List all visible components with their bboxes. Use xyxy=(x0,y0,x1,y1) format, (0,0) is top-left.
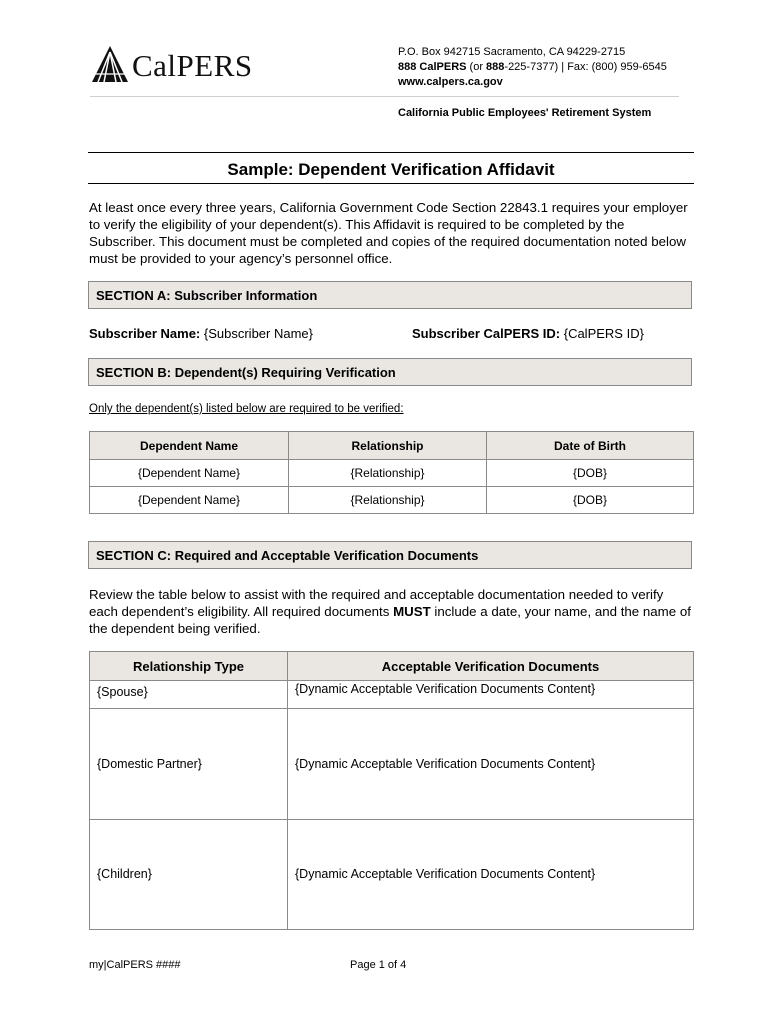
section-c-header: SECTION C: Required and Acceptable Verification Documents xyxy=(88,541,692,569)
header-divider xyxy=(90,96,679,97)
section-b-header: SECTION B: Dependent(s) Requiring Verification xyxy=(88,358,692,386)
table-row xyxy=(90,487,694,514)
dob-cell[interactable]: {DOB} xyxy=(487,487,694,514)
table-row xyxy=(90,820,694,930)
column-header: Dependent Name xyxy=(90,432,289,460)
title-rule-bottom xyxy=(88,183,694,184)
dependent-name-cell[interactable]: {Dependent Name} xyxy=(90,487,289,514)
subscriber-name-value[interactable]: {Subscriber Name} xyxy=(200,326,313,341)
subscriber-name-field: Subscriber Name: {Subscriber Name} xyxy=(89,326,313,341)
documents-cell: {Dynamic Acceptable Verification Documents Content} xyxy=(288,820,694,930)
relationship-cell[interactable]: {Relationship} xyxy=(289,487,487,514)
calpers-logo-icon xyxy=(90,44,130,84)
title-rule-top xyxy=(88,152,694,153)
table-row xyxy=(90,460,694,487)
table-header-row xyxy=(90,432,694,460)
dob-cell[interactable]: {DOB} xyxy=(487,460,694,487)
relationship-type-cell: {Domestic Partner} xyxy=(90,709,288,820)
intro-paragraph: At least once every three years, California Government Code Section 22843.1 requires your employer to verify the eligibility of your dependent(s). This Affidavit is required to be completed by the Subscriber. This document must be completed and copies of the required documentation noted below must be provided to your agency’s personnel office. xyxy=(89,200,688,266)
contact-block xyxy=(398,45,667,90)
calpers-logo xyxy=(90,44,260,84)
column-header: Relationship Type xyxy=(90,652,288,681)
section-c-paragraph: Review the table below to assist with the required and acceptable documentation needed to verify each dependent’s eligibility. All required documents MUST include a date, your name, and the name of the dependent being verified. xyxy=(89,587,691,636)
table-row xyxy=(90,681,694,709)
address-line: P.O. Box 942715 Sacramento, CA 94229-2715 xyxy=(398,46,626,58)
documents-cell: {Dynamic Acceptable Verification Documents Content} xyxy=(288,681,694,709)
logo-wordmark: CalPERS xyxy=(132,48,253,83)
relationship-cell[interactable]: {Relationship} xyxy=(289,460,487,487)
table-row xyxy=(90,709,694,820)
table-header-row xyxy=(90,652,694,681)
relationship-type-cell: {Spouse} xyxy=(90,681,288,709)
phone-line: 888 CalPERS (or 888-225-7377) | Fax: (800) 959-6545 xyxy=(398,61,667,73)
verification-documents-table xyxy=(89,651,694,930)
documents-cell: {Dynamic Acceptable Verification Documents Content} xyxy=(288,709,694,820)
dependents-table xyxy=(89,431,694,514)
page-number: Page 1 of 4 xyxy=(350,959,407,971)
subscriber-id-value[interactable]: {CalPERS ID} xyxy=(560,326,644,341)
section-b-note: Only the dependent(s) listed below are required to be verified: xyxy=(89,403,404,415)
subscriber-id-field: Subscriber CalPERS ID: {CalPERS ID} xyxy=(412,326,644,341)
organization-name: California Public Employees' Retirement System xyxy=(398,107,652,119)
column-header: Acceptable Verification Documents xyxy=(288,652,694,681)
website-link[interactable]: www.calpers.ca.gov xyxy=(398,76,503,88)
page-title: Sample: Dependent Verification Affidavit xyxy=(227,160,555,179)
relationship-type-cell: {Children} xyxy=(90,820,288,930)
column-header: Date of Birth xyxy=(487,432,694,460)
footer-id: my|CalPERS #### xyxy=(89,959,181,971)
section-a-header: SECTION A: Subscriber Information xyxy=(88,281,692,309)
column-header: Relationship xyxy=(289,432,487,460)
dependent-name-cell[interactable]: {Dependent Name} xyxy=(90,460,289,487)
